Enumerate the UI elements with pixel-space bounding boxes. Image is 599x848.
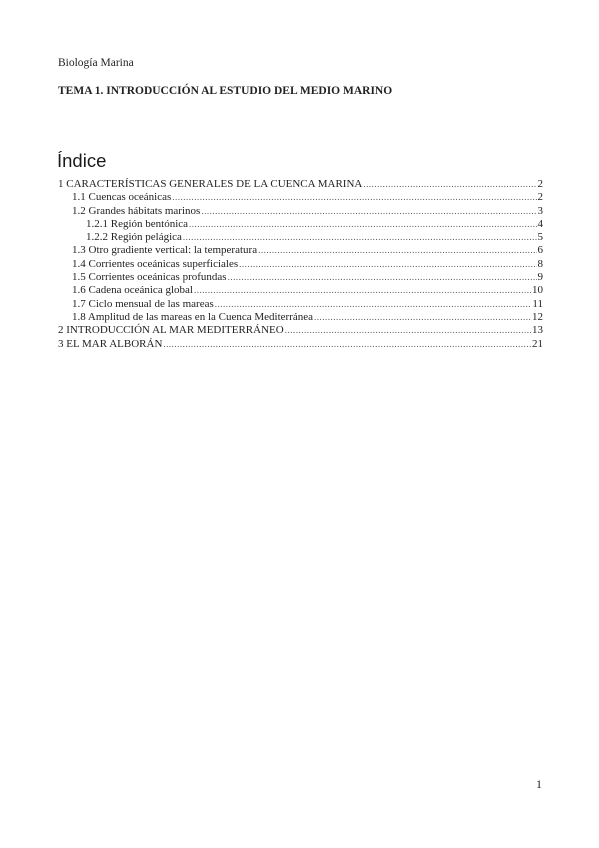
toc-entry[interactable] <box>58 271 543 284</box>
toc-entry[interactable] <box>58 298 543 311</box>
toc-entry-label: 1.4 Corrientes oceánicas superficiales <box>72 257 239 270</box>
toc-leader-dots <box>285 324 531 337</box>
toc-leader-dots <box>363 178 536 191</box>
toc-entry[interactable] <box>58 311 543 324</box>
toc-leader-dots <box>183 231 537 244</box>
toc-entry-label: 2 INTRODUCCIÓN AL MAR MEDITERRÁNEO <box>58 324 284 337</box>
toc-entry-page: 2 <box>537 191 543 204</box>
toc-entry[interactable] <box>58 231 543 244</box>
toc-entry-label: 1.3 Otro gradiente vertical: la temperatura <box>72 244 258 257</box>
toc-leader-dots <box>172 191 536 204</box>
toc-entry-label: 1.2.1 Región bentónica <box>86 217 189 230</box>
toc-entry-page: 4 <box>537 217 543 230</box>
toc-entry[interactable] <box>58 324 543 337</box>
toc-entry[interactable] <box>58 205 543 218</box>
page-number: 1 <box>536 777 542 791</box>
toc-leader-dots <box>189 218 536 231</box>
toc-entry-page: 3 <box>537 204 543 217</box>
document-title: TEMA 1. INTRODUCCIÓN AL ESTUDIO DEL MEDIO MARINO <box>58 85 393 97</box>
toc-entry-label: 3 EL MAR ALBORÁN <box>58 337 163 350</box>
toc-heading: Índice <box>57 150 107 171</box>
table-of-contents <box>58 178 543 351</box>
toc-entry[interactable] <box>58 338 543 351</box>
toc-entry[interactable] <box>58 178 543 191</box>
toc-entry-page: 5 <box>537 231 543 244</box>
toc-entry-label: 1 CARACTERÍSTICAS GENERALES DE LA CUENCA MARINA <box>58 178 363 190</box>
toc-leader-dots <box>314 311 531 324</box>
toc-entry-page: 2 <box>537 178 543 190</box>
toc-leader-dots <box>163 338 531 351</box>
toc-entry[interactable] <box>58 244 543 257</box>
toc-entry-page: 11 <box>532 297 543 310</box>
toc-entry-label: 1.7 Ciclo mensual de las mareas <box>72 297 214 310</box>
toc-leader-dots <box>228 271 537 284</box>
toc-entry-page: 6 <box>537 244 543 257</box>
toc-entry-page: 13 <box>532 324 543 337</box>
toc-entry-label: 1.2.2 Región pelágica <box>86 231 182 244</box>
toc-entry-page: 10 <box>532 284 543 297</box>
toc-leader-dots <box>258 244 536 257</box>
toc-entry-label: 1.6 Cadena oceánica global <box>72 284 193 297</box>
toc-entry-label: 1.2 Grandes hábitats marinos <box>72 204 201 217</box>
toc-leader-dots <box>215 298 532 311</box>
page-header: Biología Marina <box>58 57 134 69</box>
toc-entry[interactable] <box>58 191 543 204</box>
toc-leader-dots <box>239 258 536 271</box>
toc-entry-page: 9 <box>537 271 543 284</box>
toc-entry-label: 1.5 Corrientes oceánicas profundas <box>72 271 227 284</box>
toc-entry[interactable] <box>58 284 543 297</box>
toc-leader-dots <box>194 284 531 297</box>
toc-leader-dots <box>201 205 536 218</box>
toc-entry[interactable] <box>58 258 543 271</box>
toc-entry-label: 1.8 Amplitud de las mareas en la Cuenca Mediterránea <box>72 310 313 323</box>
toc-entry[interactable] <box>58 218 543 231</box>
toc-entry-page: 21 <box>532 337 543 350</box>
toc-entry-page: 12 <box>532 310 543 323</box>
toc-entry-label: 1.1 Cuencas oceánicas <box>72 191 172 204</box>
toc-entry-page: 8 <box>537 257 543 270</box>
